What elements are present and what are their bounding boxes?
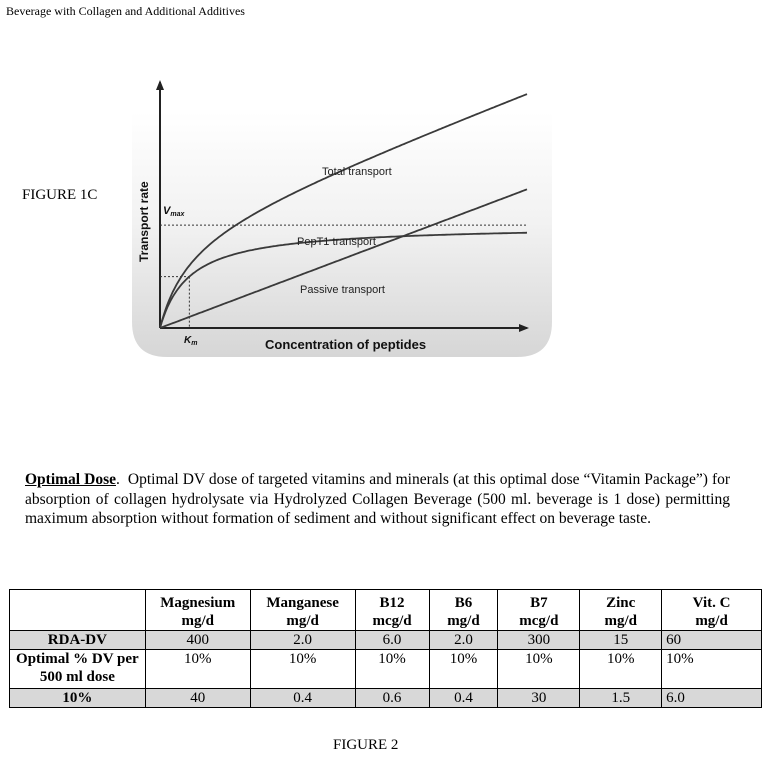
- table-cell: 60: [662, 631, 762, 650]
- table-cell: 10%: [662, 650, 762, 689]
- col-header: Manganese mg/d: [250, 590, 355, 631]
- table-cell: 15: [580, 631, 662, 650]
- chart-background: [132, 112, 552, 357]
- km-label: $K_m$: [184, 335, 198, 347]
- table-cell: 300: [498, 631, 580, 650]
- col-header: Vit. C mg/d: [662, 590, 762, 631]
- x-axis-label: Concentration of peptides: [265, 337, 427, 352]
- col-header: B6 mg/d: [429, 590, 498, 631]
- optimal-dose-body: Optimal DV dose of targeted vitamins and minerals (at this optimal dose “Vitamin Package”) for absorption of collagen hydrolysate via Hydrolyzed Collagen Beverage (500 ml. beverage is 1 dose) permitting maximum absorption without formation of sediment and without significant effect on beverage taste.: [25, 471, 731, 527]
- table-row: [10, 650, 762, 689]
- transport-chart: [132, 72, 552, 362]
- table-cell: 10%: [355, 650, 429, 689]
- table-cell: 1.5: [580, 689, 662, 708]
- dose-table: [9, 589, 762, 708]
- figure-2-label: FIGURE 2: [333, 737, 399, 753]
- col-header: Magnesium mg/d: [145, 590, 250, 631]
- col-header: Zinc mg/d: [580, 590, 662, 631]
- table-row: [10, 689, 762, 708]
- passive-transport-label: Passive transport: [300, 284, 385, 296]
- optimal-dose-title-period: .: [115, 471, 120, 488]
- figure-1c-label: FIGURE 1C: [22, 187, 98, 203]
- y-axis-arrow: [156, 80, 164, 90]
- col-header: B7 mcg/d: [498, 590, 580, 631]
- col-header: B12 mcg/d: [355, 590, 429, 631]
- table-cell: 2.0: [250, 631, 355, 650]
- km-subscript: m: [191, 340, 198, 347]
- vmax-label: Vmax: [163, 205, 185, 218]
- table-cell: 6.0: [355, 631, 429, 650]
- pept1-transport-label: PepT1 transport: [297, 236, 376, 248]
- table-cell: 10%: [145, 650, 250, 689]
- row-header: Optimal % DV per 500 ml dose: [10, 650, 146, 689]
- table-cell: 0.4: [250, 689, 355, 708]
- table-cell: 0.6: [355, 689, 429, 708]
- table-cell: 400: [145, 631, 250, 650]
- table-cell: 40: [145, 689, 250, 708]
- table-header-row: [10, 590, 762, 631]
- row-header: 10%: [10, 689, 146, 708]
- table-cell: 30: [498, 689, 580, 708]
- table-cell: 6.0: [662, 689, 762, 708]
- table-cell: 2.0: [429, 631, 498, 650]
- transport-chart-svg: [132, 72, 552, 362]
- optimal-dose-title: Optimal Dose: [25, 471, 116, 488]
- table-cell: 10%: [498, 650, 580, 689]
- table-cell: 10%: [429, 650, 498, 689]
- table-cell: 10%: [250, 650, 355, 689]
- optimal-dose-paragraph: [25, 470, 730, 529]
- y-axis-label: Transport rate: [137, 181, 151, 262]
- total-transport-label: Total transport: [322, 166, 392, 178]
- vmax-subscript: max: [170, 211, 185, 218]
- table-cell: 10%: [580, 650, 662, 689]
- table-cell: 0.4: [429, 689, 498, 708]
- row-header: RDA-DV: [10, 631, 146, 650]
- table-corner-cell: [10, 590, 146, 631]
- document-header: Beverage with Collagen and Additional Additives: [6, 4, 245, 18]
- table-row: [10, 631, 762, 650]
